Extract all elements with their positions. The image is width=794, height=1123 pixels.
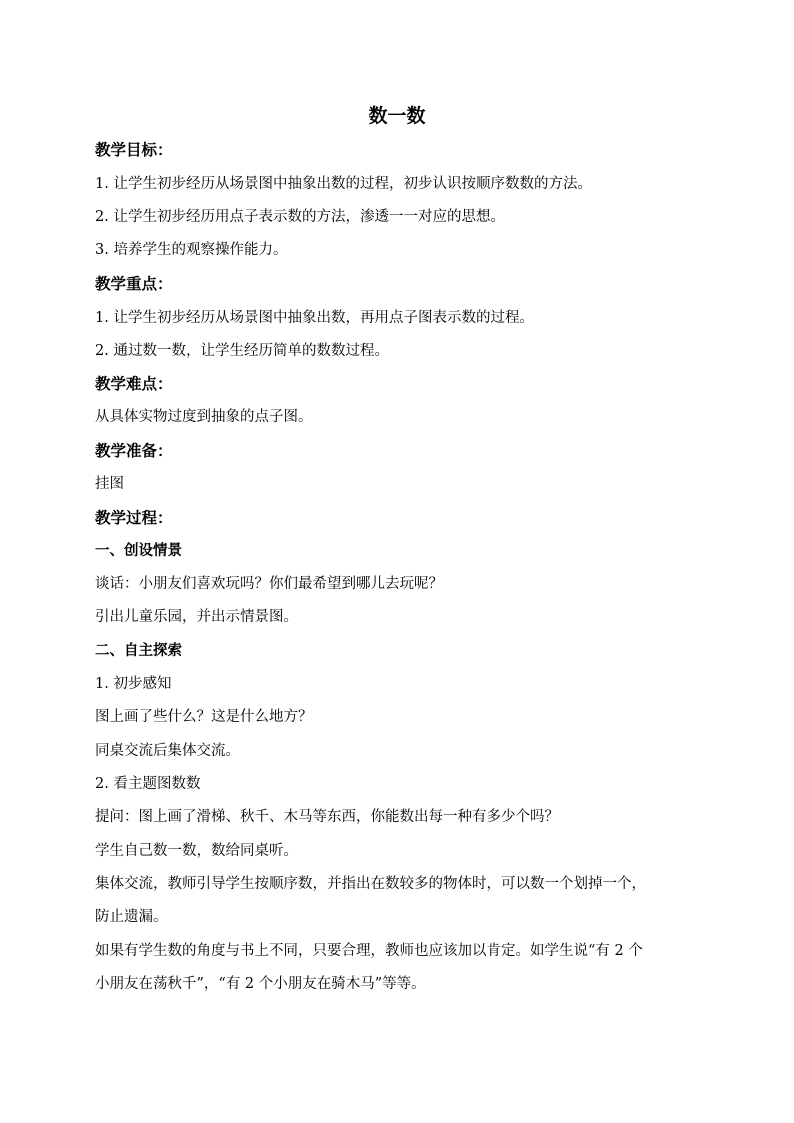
goal-item-1: 1. 让学生初步经历从场景图中抽象出数的过程，初步认识按顺序数数的方法。 bbox=[95, 176, 592, 192]
process-part2-line-1: 1. 初步感知 bbox=[95, 676, 172, 692]
process-part1-heading: 一、创设情景 bbox=[95, 543, 182, 559]
process-part2-line-8: 防止遗漏。 bbox=[95, 909, 168, 925]
process-part1-line-2: 引出儿童乐园，并出示情景图。 bbox=[95, 609, 298, 625]
process-part2-line-2: 图上画了些什么？这是什么地方？ bbox=[95, 709, 313, 725]
goal-item-2: 2. 让学生初步经历用点子表示数的方法，渗透一一对应的思想。 bbox=[95, 209, 505, 225]
process-part1-line-1: 谈话：小朋友们喜欢玩吗？你们最希望到哪儿去玩呢？ bbox=[95, 576, 443, 592]
section-heading-process: 教学过程： bbox=[95, 509, 173, 527]
process-part2-line-5: 提问：图上画了滑梯、秋千、木马等东西，你能数出每一种有多少个吗？ bbox=[95, 809, 559, 825]
process-part2-line-9: 如果有学生数的角度与书上不同，只要合理，教师也应该加以肯定。如学生说“有 2 个 bbox=[95, 943, 643, 959]
section-heading-preparation: 教学准备： bbox=[95, 442, 173, 460]
preparation-item-1: 挂图 bbox=[95, 476, 124, 492]
process-part2-line-3: 同桌交流后集体交流。 bbox=[95, 743, 240, 759]
section-heading-key-points: 教学重点： bbox=[95, 275, 173, 293]
key-point-item-2: 2. 通过数一数，让学生经历简单的数数过程。 bbox=[95, 343, 389, 359]
document-title: 数一数 bbox=[368, 105, 426, 127]
difficulty-item-1: 从具体实物过度到抽象的点子图。 bbox=[95, 409, 313, 425]
goal-item-3: 3. 培养学生的观察操作能力。 bbox=[95, 242, 288, 258]
process-part2-line-6: 学生自己数一数，数给同桌听。 bbox=[95, 843, 298, 859]
process-part2-line-7: 集体交流，教师引导学生按顺序数，并指出在数较多的物体时，可以数一个划掉一个， bbox=[95, 876, 646, 892]
key-point-item-1: 1. 让学生初步经历从场景图中抽象出数，再用点子图表示数的过程。 bbox=[95, 310, 534, 326]
section-heading-difficulties: 教学难点： bbox=[95, 375, 173, 393]
process-part2-heading: 二、自主探索 bbox=[95, 643, 182, 659]
process-part2-line-10: 小朋友在荡秋千”，“有 2 个小朋友在骑木马”等等。 bbox=[95, 976, 426, 992]
section-heading-goals: 教学目标： bbox=[95, 141, 173, 159]
process-part2-line-4: 2. 看主题图数数 bbox=[95, 776, 201, 792]
